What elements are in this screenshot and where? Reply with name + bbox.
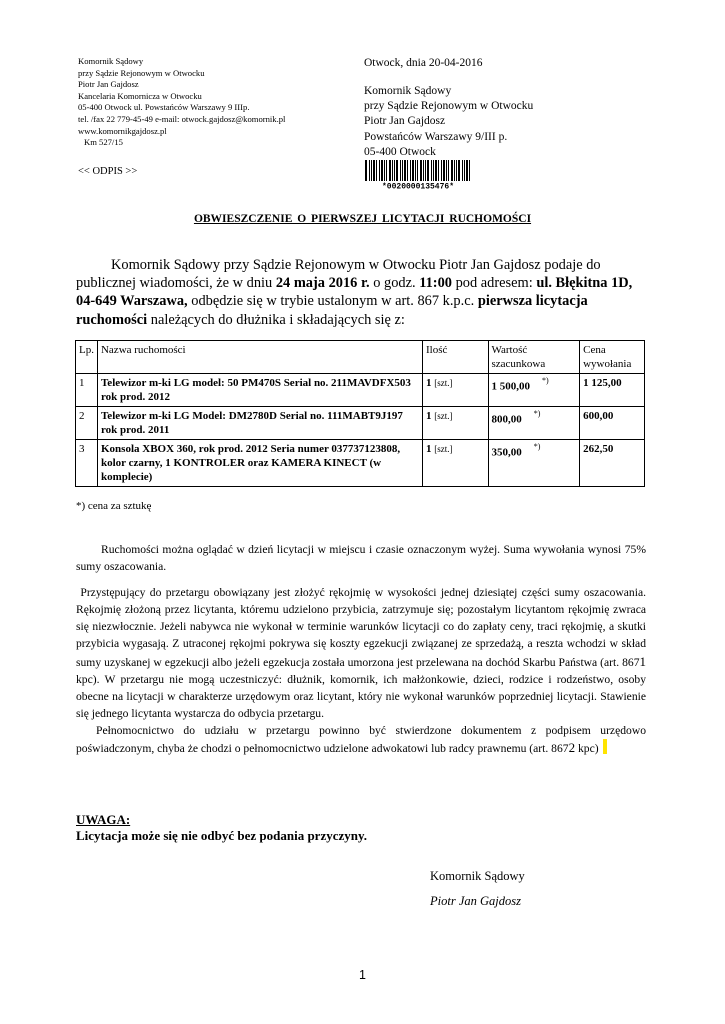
recipient-line: 05-400 Otwock (364, 145, 436, 158)
row-lp: 1 (76, 374, 98, 407)
signature-title: Komornik Sądowy (430, 869, 525, 883)
barcode (364, 160, 472, 190)
barcode-bar (371, 160, 372, 181)
barcode-bar (458, 160, 460, 181)
signature-block (430, 864, 525, 914)
barcode-bar (435, 160, 437, 181)
highlight-mark (603, 739, 607, 754)
barcode-bar (454, 160, 455, 181)
row-item-name: Telewizor m-ki LG Model: DM2780D Serial no. 111MABT9J197 rok prod. 2011 (97, 407, 422, 440)
row-lp: 3 (76, 440, 98, 487)
barcode-bar (448, 160, 449, 181)
barcode-bar (469, 160, 470, 181)
barcode-bar (402, 160, 403, 181)
header-qty: Ilość (422, 341, 488, 374)
barcode-bar (389, 160, 391, 181)
signature-name: Piotr Jan Gajdosz (430, 894, 521, 908)
sender-line: Komornik Sądowy (78, 56, 144, 66)
sender-line: Piotr Jan Gajdosz (78, 79, 139, 90)
warning-text: Licytacja może się nie odbyć bez podania przyczyny. (76, 828, 368, 843)
recipient-block (364, 84, 533, 160)
footnote: *) cena za sztukę (76, 500, 152, 512)
article-index: 2 (568, 740, 576, 756)
recipient-line: Powstańców Warszawy 9/III p. (364, 130, 508, 143)
recipient-line: przy Sądzie Rejonowym w Otwocku (364, 100, 534, 113)
paragraph-text: Pełnomocnictwo do udziału w przetargu powinno być stwierdzone dokumentem z podpisem urzędowo poświadczonym, chyba że chodzi o pełnomocnictwo udzielone adwokatowi lub radcy prawnemu (art. 867 (76, 723, 646, 756)
place-date: Otwock, dnia 20-04-2016 (364, 57, 483, 69)
barcode-bar (392, 160, 393, 181)
barcode-bar (451, 160, 453, 181)
barcode-bar (404, 160, 406, 181)
intro-text: Komornik Sądowy przy Sądzie Rejonowym w Otwocku Piotr Jan Gajdosz podaje do publicznej wiadomości, że w dniu (76, 257, 601, 292)
barcode-bar (384, 160, 385, 181)
barcode-bar (376, 160, 377, 181)
row-value (488, 374, 580, 407)
warning-block (76, 812, 367, 844)
paragraph-text: Przystępujący do przetargu obowiązany jest złożyć rękojmię w wysokości jednej dziesiątej części sumy oszacowania. Rękojmię złożoną przez licytanta, któremu udzielono przybicia, zatrzymuje się; pozostałym licytantom rękojmię zwraca się niezwłocznie. Jeżeli nabywca nie wykonał w terminie warunków licytacji co do zapłaty ceny, traci rękojmię, a skutki przybicia wygasają. Z utraconej rękojmi pokrywa się koszty egzekucji związanej ze sprzedażą, a reszta wchodzi w skład sumy uzyskanej w egzekucji albo jeżeli egzekucja została umorzona jest przelewana na dochód Skarbu Państwa (art. 867 (76, 586, 646, 669)
row-value (488, 440, 580, 487)
auction-date: 24 maja 2016 r. (275, 275, 370, 292)
barcode-bar (427, 160, 429, 181)
barcode-bar (438, 160, 439, 181)
intro-text: o godz. (369, 275, 420, 292)
barcode-bar (412, 160, 414, 181)
paragraph-text: kpc). W przetargu nie mogą uczestniczyć: dłużnik, komornik, ich małżonkowie, dzieci, rodzice i rodzeństwo, osoby obecne na licytacji w charakterze urzędowym oraz licytant, który nie wykonał warunków poprzedniej licytacji. Stawienie się jednego licytanta wystarcza do odbycia przetargu. (76, 672, 646, 720)
barcode-bar (386, 160, 387, 181)
intro-text: należących do dłużnika i składających się z: (147, 311, 405, 328)
page-number: 1 (359, 968, 366, 982)
footnote-mark: *) (533, 442, 541, 451)
barcode-bar (423, 160, 424, 181)
barcode-bar (379, 160, 380, 181)
barcode-bar (443, 160, 445, 181)
table-row (76, 374, 645, 407)
barcode-bar (441, 160, 442, 181)
header-lp: Lp. (76, 341, 98, 374)
recipient-line: Komornik Sądowy (364, 85, 452, 97)
viewing-paragraph: Ruchomości można oglądać w dzień licytacji w miejscu i czasie oznaczonym wyżej. Suma wywołania wynosi 75% sumy oszacowania. (76, 543, 646, 574)
proxy-paragraph (76, 722, 646, 757)
barcode-bar (381, 160, 383, 181)
barcode-bar (420, 160, 422, 181)
barcode-bar (365, 160, 367, 181)
intro-text: pod adresem: (451, 275, 537, 292)
row-price: 1 125,00 (580, 374, 645, 407)
value-amount: 800,00 (491, 413, 522, 426)
terms-text (76, 541, 646, 757)
barcode-bar (400, 160, 401, 181)
header-price: Cena wywołania (580, 341, 645, 374)
row-lp: 2 (76, 407, 98, 440)
footnote-mark: *) (542, 376, 549, 385)
intro-text: odbędzie się w trybie ustalonym w art. 867 k.p.c. (187, 293, 478, 310)
sender-line: Kancelaria Komornicza w Otwocku (78, 90, 202, 101)
intro-paragraph (76, 256, 636, 329)
header-name: Nazwa ruchomości (97, 341, 422, 374)
article-index: 1 (639, 653, 646, 669)
qty-value: 1 (425, 443, 432, 455)
row-qty (422, 374, 488, 407)
barcode-bar (456, 160, 457, 181)
barcode-bar (462, 160, 463, 181)
row-value (488, 407, 580, 440)
warning-heading: UWAGA: (76, 812, 131, 827)
sender-line: 05-400 Otwock ul. Powstańców Warszawy 9 IIIp. (78, 102, 250, 113)
value-amount: 1 500,00 (491, 380, 530, 393)
footnote-mark: *) (533, 409, 541, 418)
deposit-paragraph (76, 584, 646, 722)
qty-value: 1 (425, 410, 432, 422)
barcode-bar (464, 160, 465, 181)
barcode-bar (417, 160, 418, 181)
paragraph-text: kpc) (575, 742, 599, 756)
barcode-bar (407, 160, 408, 181)
barcode-bar (433, 160, 434, 181)
table-row (76, 440, 645, 487)
barcode-bar (446, 160, 447, 181)
row-item-name: Telewizor m-ki LG model: 50 PM470S Serial no. 211MAVDFX503 rok prod. 2012 (97, 374, 422, 407)
barcode-bar (431, 160, 432, 181)
barcode-bar (373, 160, 375, 181)
barcode-bar (425, 160, 426, 181)
qty-unit: [szt.] (434, 378, 453, 388)
sender-line: przy Sądzie Rejonowym w Otwocku (78, 67, 205, 78)
sender-website: www.komornikgajdosz.pl (78, 125, 167, 136)
barcode-text: *0020000135476* (381, 182, 455, 190)
document-title: OBWIESZCZENIE O PIERWSZEJ LICYTACJI RUCHOMOŚCI (193, 213, 532, 225)
table-header-row (76, 341, 645, 374)
items-table (75, 340, 645, 487)
qty-value: 1 (425, 377, 432, 389)
sender-line: tel. /fax 22 779-45-49 e-mail: otwock.gajdosz@komornik.pl (78, 113, 286, 124)
row-price: 600,00 (580, 407, 645, 440)
sender-block (78, 56, 285, 149)
value-amount: 350,00 (491, 446, 522, 459)
row-qty (422, 440, 488, 487)
qty-unit: [szt.] (434, 444, 453, 454)
barcode-bar (394, 160, 395, 181)
barcode-bar (369, 160, 370, 181)
row-price: 262,50 (580, 440, 645, 487)
auction-time: 11:00 (419, 275, 452, 292)
header-value: Wartość szacunkowa (488, 341, 580, 374)
barcode-bar (466, 160, 468, 181)
auction-type: pierwsza licytacja ruchomości (76, 293, 588, 328)
barcode-bar (410, 160, 411, 181)
table-row (76, 407, 645, 440)
qty-unit: [szt.] (434, 411, 453, 421)
case-number: Km 527/15 (84, 137, 123, 148)
row-qty (422, 407, 488, 440)
auction-address: ul. Błękitna 1D, 04-649 Warszawa, (76, 275, 633, 310)
barcode-bar (396, 160, 398, 181)
copy-marker: << ODPIS >> (78, 166, 138, 177)
row-item-name: Konsola XBOX 360, rok prod. 2012 Seria numer 037737123808, kolor czarny, 1 KONTROLER oraz KAMERA KINECT (w komplecie) (97, 440, 422, 487)
barcode-bar (415, 160, 416, 181)
recipient-line: Piotr Jan Gajdosz (364, 115, 446, 128)
